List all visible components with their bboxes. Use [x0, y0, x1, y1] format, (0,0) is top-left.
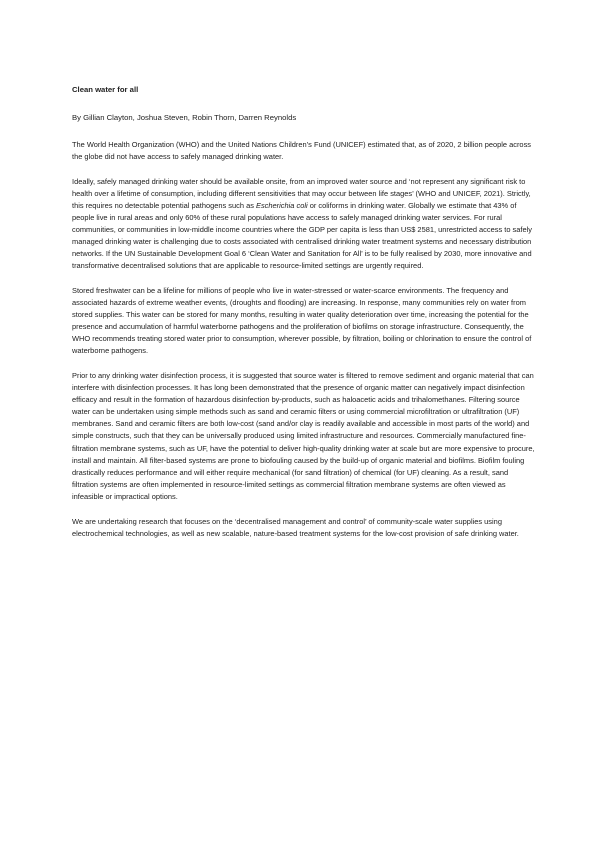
paragraph-research: We are undertaking research that focuses on the ‘decentralised management and control’ of community-scale water supplies using electrochemical technologies, as well as new scalable, nature-based treatment systems for the low-cost provision of safe drinking water. [72, 516, 519, 538]
species-name: Escherichia coli [256, 200, 308, 210]
paragraph-filtration: Prior to any drinking water disinfection process, it is suggested that source water is filtered to remove sediment and organic material that can interfere with disinfection processes. It has long been demonstrated that the presence of organic matter can negatively impact disinfection efficacy and result in the formation of hazardous disinfection by-products, such as haloacetic acids and trihalomethanes. Filtering source water can be undertaken using simple methods such as sand and ceramic filters or using commercial microfiltration or ultrafiltration (UF) membranes. Sand and ceramic filters are both low-cost (sand and/or clay is readily available and accessible in most parts of the world) and simple constructs, such that they can be universally produced using limited infrastructure and resources. Commercially manufactured fine-filtration membrane systems, such as UF, have the potential to deliver high-quality drinking water at scale but are more expensive to procure, install and maintain. All filter-based systems are prone to biofouling caused by the build-up of organic material and biofilms. Biofilm fouling drastically reduces performance and will either require mechanical (for sand filtration) of chemical (for UF) cleaning. As a result, sand filtration systems are often implemented in resource-limited settings as commercial filtration membrane systems are often viewed as infeasible or impractical options. [72, 371, 535, 501]
article-title: Clean water for all [72, 85, 139, 94]
paragraph-intro: The World Health Organization (WHO) and the United Nations Children’s Fund (UNICEF) estimated that, as of 2020, 2 billion people across the globe did not have access to safely managed drinking water. [72, 140, 532, 162]
paragraph-safe-water-part-a: Ideally, safely managed drinking water should be available onsite, from an improved water source and ‘not represent any significant risk to health over a lifetime of consumption, including different sensitivities that may occur between life stages’ (WHO and UNICEF, 2021). Strictly, this requires no detectable potential pathogens such as [72, 176, 531, 210]
paragraph-safe-water-part-b: or coliforms in drinking water. Globally we estimate that 43% of people live in rural areas and only 60% of these rural populations have access to safely managed drinking water services. For rural communities, or communities in low-middle income countries where the GDP per capita is less than US$ 2581, unrestricted access to safely managed drinking water is challenging due to costs associated with centralised drinking water treatment systems and necessary distribution networks. If the UN Sustainable Development Goal 6 ‘Clean Water and Sanitation for All’ is to be fully realised by 2030, more innovative and transformative decentralised solutions that are applicable to resource-limited settings are urgently required. [72, 200, 532, 271]
article-authors: By Gillian Clayton, Joshua Steven, Robin Thorn, Darren Reynolds [72, 113, 297, 122]
paragraph-safe-water [72, 176, 536, 273]
paragraph-stored-water: Stored freshwater can be a lifeline for millions of people who live in water-stressed or water-scarce environments. The frequency and associated hazards of extreme weather events, (droughts and flooding) are increasing. In response, many communities rely on water from stored supplies. This water can be stored for many months, resulting in water quality deterioration over time, increasing the potential for the presence and accumulation of harmful waterborne pathogens and the proliferation of biofilms on storage infrastructure. Consequently, the WHO recommends treating stored water prior to consumption, wherever possible, by filtration, boiling or chlorination to ensure the control of waterborne pathogens. [72, 285, 532, 356]
document-page [72, 84, 536, 552]
